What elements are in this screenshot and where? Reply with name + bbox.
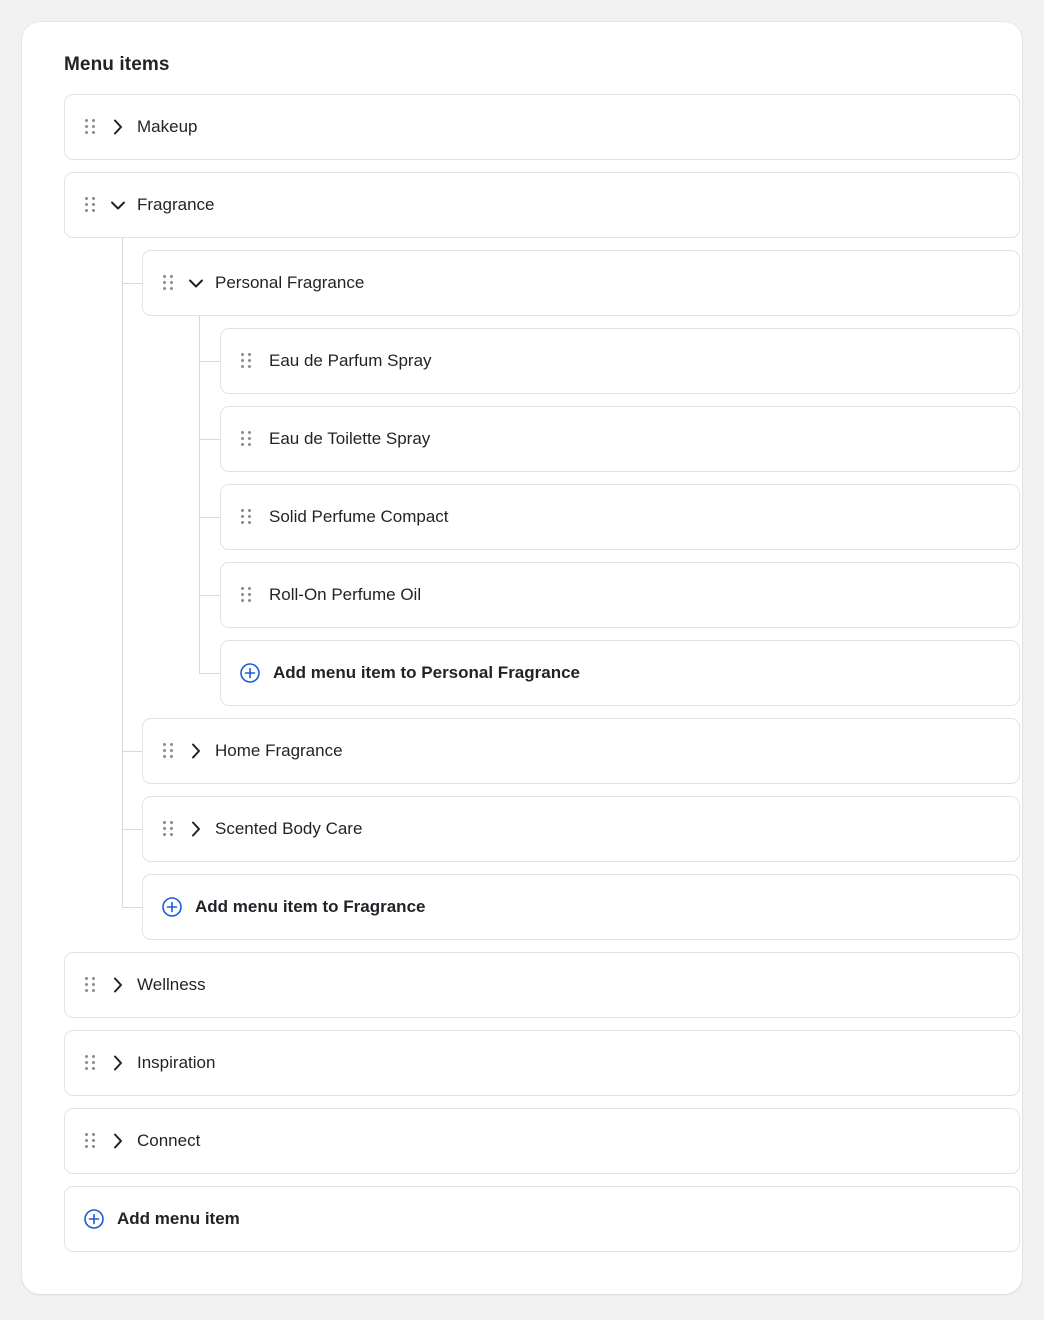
tree-connector-line xyxy=(199,316,200,673)
page-title: Menu items xyxy=(64,54,170,75)
tree-connector-line xyxy=(122,829,142,830)
add-menu-item-label: Add menu item to Personal Fragrance xyxy=(273,663,581,682)
drag-handle-icon[interactable] xyxy=(83,196,97,214)
chevron-right-icon[interactable] xyxy=(185,818,207,840)
chevron-right-icon[interactable] xyxy=(185,740,207,762)
plus-circle-icon xyxy=(161,896,183,918)
drag-handle-icon[interactable] xyxy=(83,1132,97,1150)
drag-handle-icon[interactable] xyxy=(83,118,97,136)
menu-item-label: Inspiration xyxy=(137,1053,216,1072)
tree-connector-line xyxy=(199,517,220,518)
menu-item-label: Fragrance xyxy=(137,195,215,214)
tree-connector-line xyxy=(122,283,142,284)
drag-handle-icon[interactable] xyxy=(161,742,175,760)
menu-item-row-solid-perfume-compact[interactable] xyxy=(220,484,1020,550)
drag-handle-icon[interactable] xyxy=(239,352,253,370)
drag-handle-icon[interactable] xyxy=(239,430,253,448)
drag-handle-icon[interactable] xyxy=(83,976,97,994)
menu-item-label: Eau de Toilette Spray xyxy=(269,429,431,448)
tree-connector-line xyxy=(122,751,142,752)
menu-item-row-inspiration[interactable] xyxy=(64,1030,1020,1096)
menu-item-row-eau-de-toilette-spray[interactable] xyxy=(220,406,1020,472)
menu-item-label: Personal Fragrance xyxy=(215,273,365,292)
add-menu-item-button-add-menu-item[interactable] xyxy=(64,1186,1020,1252)
drag-handle-icon[interactable] xyxy=(83,1054,97,1072)
menu-item-label: Home Fragrance xyxy=(215,741,343,760)
menu-item-label: Roll-On Perfume Oil xyxy=(269,585,422,604)
chevron-down-icon[interactable] xyxy=(185,272,207,294)
menu-items-card xyxy=(22,22,1022,1294)
add-menu-item-label: Add menu item xyxy=(117,1209,240,1228)
chevron-right-icon[interactable] xyxy=(107,1052,129,1074)
chevron-right-icon[interactable] xyxy=(107,1130,129,1152)
menu-item-label: Scented Body Care xyxy=(215,819,363,838)
menu-item-row-wellness[interactable] xyxy=(64,952,1020,1018)
add-menu-item-button-add-menu-item-to-personal-fragrance[interactable] xyxy=(220,640,1020,706)
menu-item-row-fragrance[interactable] xyxy=(64,172,1020,238)
tree-connector-line xyxy=(199,361,220,362)
menu-item-label: Makeup xyxy=(137,117,198,136)
chevron-down-icon[interactable] xyxy=(107,194,129,216)
menu-items-tree xyxy=(44,94,1000,1252)
menu-item-label: Eau de Parfum Spray xyxy=(269,351,432,370)
menu-item-row-personal-fragrance[interactable] xyxy=(142,250,1020,316)
drag-handle-icon[interactable] xyxy=(239,508,253,526)
menu-item-row-home-fragrance[interactable] xyxy=(142,718,1020,784)
drag-handle-icon[interactable] xyxy=(239,586,253,604)
menu-item-row-eau-de-parfum-spray[interactable] xyxy=(220,328,1020,394)
chevron-right-icon[interactable] xyxy=(107,116,129,138)
add-menu-item-label: Add menu item to Fragrance xyxy=(195,897,426,916)
menu-item-label: Solid Perfume Compact xyxy=(269,507,449,526)
plus-circle-icon xyxy=(83,1208,105,1230)
menu-item-row-scented-body-care[interactable] xyxy=(142,796,1020,862)
drag-handle-icon[interactable] xyxy=(161,820,175,838)
plus-circle-icon xyxy=(239,662,261,684)
drag-handle-icon[interactable] xyxy=(161,274,175,292)
menu-item-label: Connect xyxy=(137,1131,201,1150)
add-menu-item-button-add-menu-item-to-fragrance[interactable] xyxy=(142,874,1020,940)
tree-connector-line xyxy=(122,238,123,907)
menu-item-label: Wellness xyxy=(137,975,206,994)
tree-connector-line xyxy=(199,673,220,674)
menu-item-row-makeup[interactable] xyxy=(64,94,1020,160)
tree-connector-line xyxy=(199,439,220,440)
menu-item-row-connect[interactable] xyxy=(64,1108,1020,1174)
tree-connector-line xyxy=(199,595,220,596)
tree-connector-line xyxy=(122,907,142,908)
menu-item-row-roll-on-perfume-oil[interactable] xyxy=(220,562,1020,628)
chevron-right-icon[interactable] xyxy=(107,974,129,996)
